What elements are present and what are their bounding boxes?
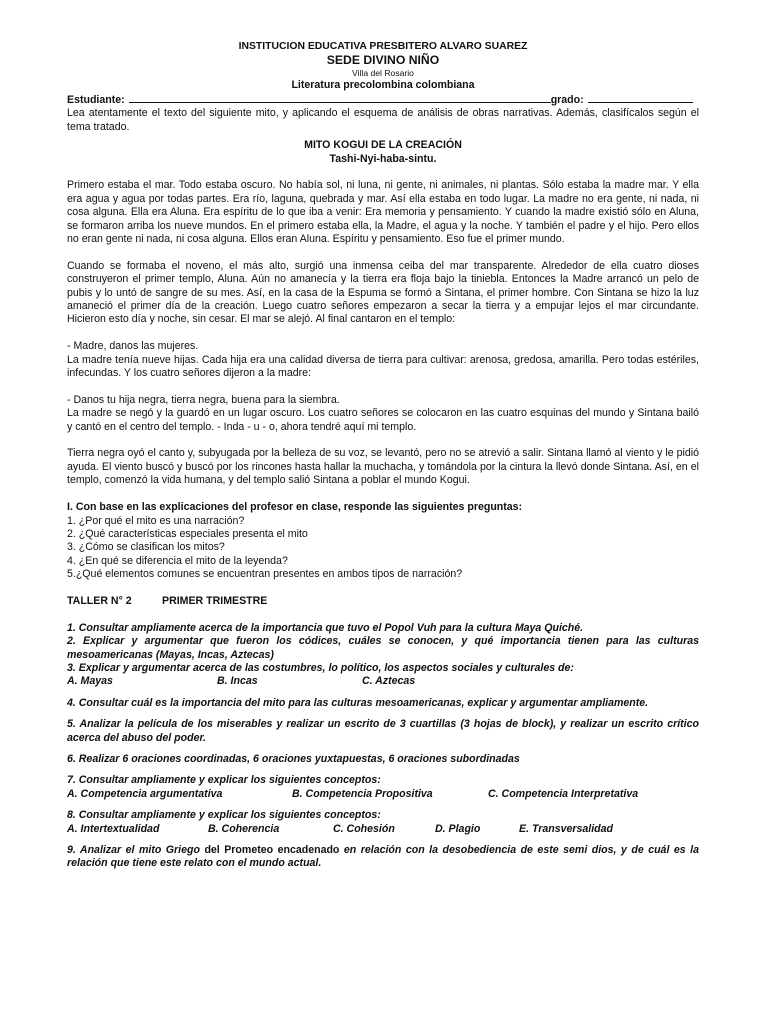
- task-7-options: [67, 788, 699, 801]
- myth-paragraph-4: La madre se negó y la guardó en un lugar oscuro. Los cuatro señores se colocaron en las cuatro esquinas del mundo y Sintana bailó y cantó en el centro del templo. - Inda - u - o, ahora tendré aquí mi templo.: [67, 407, 699, 433]
- myth-title: MITO KOGUI DE LA CREACIÓN: [304, 139, 462, 152]
- task-9-part-a: 9. Analizar el mito Griego: [67, 844, 200, 856]
- task-4: 4. Consultar cuál es la importancia del mito para las culturas mesoamericanas, explicar y argumentar ampliamente.: [67, 696, 649, 709]
- task-8-options: [67, 823, 699, 836]
- grade-label: grado:: [550, 94, 584, 106]
- task-3-options: [67, 675, 699, 688]
- location-text: Villa del Rosario: [352, 68, 414, 78]
- student-label: Estudiante:: [67, 94, 125, 106]
- institution-title: INSTITUCION EDUCATIVA PRESBITERO ALVARO SUAREZ: [238, 41, 528, 52]
- option-item: A. Mayas: [67, 675, 113, 688]
- intro-text: Lea atentamente el texto del siguiente mito, y aplicando el esquema de análisis de obras narrativas. Además, clasifícalos según el tema tratado.: [67, 107, 699, 133]
- student-name-blank[interactable]: [129, 92, 551, 103]
- myth-dialogue-1: - Madre, danos las mujeres.: [67, 340, 199, 353]
- task-3: 3. Explicar y argumentar acerca de las costumbres, lo político, los aspectos sociales y culturales de:: [67, 661, 574, 674]
- task-7: 7. Consultar ampliamente y explicar los siguientes conceptos:: [67, 774, 381, 787]
- subject-title: Literatura precolombina colombiana: [291, 79, 475, 91]
- option-item: A. Competencia argumentativa: [67, 787, 223, 800]
- option-item: E. Transversalidad: [519, 822, 614, 835]
- task-6: 6. Realizar 6 oraciones coordinadas, 6 oraciones yuxtapuestas, 6 oraciones subordinadas: [67, 752, 520, 765]
- option-item: B. Coherencia: [208, 822, 280, 835]
- question-item: 1. ¿Por qué el mito es una narración?: [67, 514, 245, 527]
- campus-title: SEDE DIVINO NIÑO: [326, 53, 440, 67]
- myth-paragraph-3: La madre tenía nueve hijas. Cada hija era una calidad diversa de tierra para cultivar: arenosa, gredosa, amarilla. Pero todas estériles, infecundas. Y los cuatro señores dijeron a la madre:: [67, 353, 699, 380]
- option-item: C. Competencia Interpretativa: [488, 787, 639, 800]
- myth-paragraph-5: Tierra negra oyó el canto y, subyugada por la belleza de su voz, se levantó, pero no se atrevió a salir. Sintana llamó al viento y le pidió ayuda. El viento buscó y buscó por los rincones hasta hallar la muchacha, y tomándola por la cintura la llevó donde Sintana. Así, en el templo, comenzó la vida humana, y del templo salió Sintana a poblar el mundo Kogui.: [67, 447, 699, 487]
- questions-heading: I. Con base en las explicaciones del profesor en clase, responde las siguientes preguntas:: [67, 501, 523, 514]
- question-item: 5.¿Qué elementos comunes se encuentran presentes en ambos tipos de narración?: [67, 568, 463, 581]
- task-9: [67, 844, 699, 871]
- student-line: [67, 92, 699, 107]
- workshop-term: PRIMER TRIMESTRE: [162, 594, 268, 607]
- workshop-label: TALLER N° 2: [67, 594, 132, 607]
- task-5: 5. Analizar la película de los miserables y realizar un escrito de 3 cuartillas (3 hojas de block), y realizar un escrito crítico acerca del abuso del poder.: [67, 718, 699, 744]
- option-item: D. Plagio: [435, 822, 481, 835]
- workshop-heading: [67, 595, 699, 608]
- option-item: C. Aztecas: [362, 675, 416, 688]
- task-9-part-c: en relación con la desobediencia de este semi dios, y de cuál es la relación que tiene este relato con el mundo actual.: [67, 844, 699, 870]
- grade-blank[interactable]: [588, 92, 693, 103]
- task-2: 2. Explicar y argumentar que fueron los códices, cuáles se conocen, y qué importancia tienen para las culturas mesoamericanas (Mayas, Incas, Aztecas): [67, 635, 699, 661]
- question-item: 2. ¿Qué características especiales presenta el mito: [67, 527, 308, 540]
- task-8: 8. Consultar ampliamente y explicar los siguientes conceptos:: [67, 809, 381, 822]
- task-9-part-b: del Prometeo encadenado: [199, 844, 344, 856]
- myth-subtitle: Tashi-Nyi-haba-sintu.: [329, 152, 437, 165]
- myth-paragraph-1: Primero estaba el mar. Todo estaba oscuro. No había sol, ni luna, ni gente, ni animales, ni plantas. Sólo estaba la madre mar. Y ella era agua y agua por todas partes. Era río, laguna, quebrada y mar. Así ella estaba en todo lugar. La madre no era gente, ni nada, ni cosa alguna. Ella era Aluna. Era espíritu de lo que iba a venir: Era memoria y pensamiento. Y cuando la madre existió sólo en Aluna, se formaron arriba los nueve mundos. En el primero estaba ella, la Madre, el agua y la noche. Y también el padre y el hijo. Pero ellos no eran gente ni nada, ni cosa alguna. Ellos eran Aluna. Espíritu y pensamiento. Eso fue el primer mundo.: [67, 179, 699, 246]
- task-1: 1. Consultar ampliamente acerca de la importancia que tuvo el Popol Vuh para la cultura Maya Quiché.: [67, 621, 584, 634]
- question-item: 3. ¿Cómo se clasifican los mitos?: [67, 541, 225, 554]
- option-item: A. Intertextualidad: [67, 822, 160, 835]
- question-item: 4. ¿En qué se diferencia el mito de la leyenda?: [67, 554, 288, 567]
- option-item: B. Incas: [217, 675, 258, 688]
- option-item: C. Cohesión: [333, 822, 395, 835]
- myth-paragraph-2: Cuando se formaba el noveno, el más alto, surgió una inmensa ceiba del mar transparente. Alrededor de ella cuatro dioses construyeron el primer templo, Aluna. Aún no amanecía y la tierra era floja bajo la tiniebla. Entonces la Madre arrancó un pelo de pubis y lo untó de sangre de su mes. Así, en la casa de la Espuma se formó a Sintana, el primer hombre. Con Sintana se hizo la luz amaneció el primer día de la creación. Luego cuatro señores empezaron a secar la tierra y a empujar lejos el mar circundante. Hicieron esto día y noche, sin cesar. El mar se alejó. Al final cantaron en el templo:: [67, 259, 699, 326]
- option-item: B. Competencia Propositiva: [292, 787, 433, 800]
- myth-dialogue-2: - Danos tu hija negra, tierra negra, buena para la siembra.: [67, 393, 340, 406]
